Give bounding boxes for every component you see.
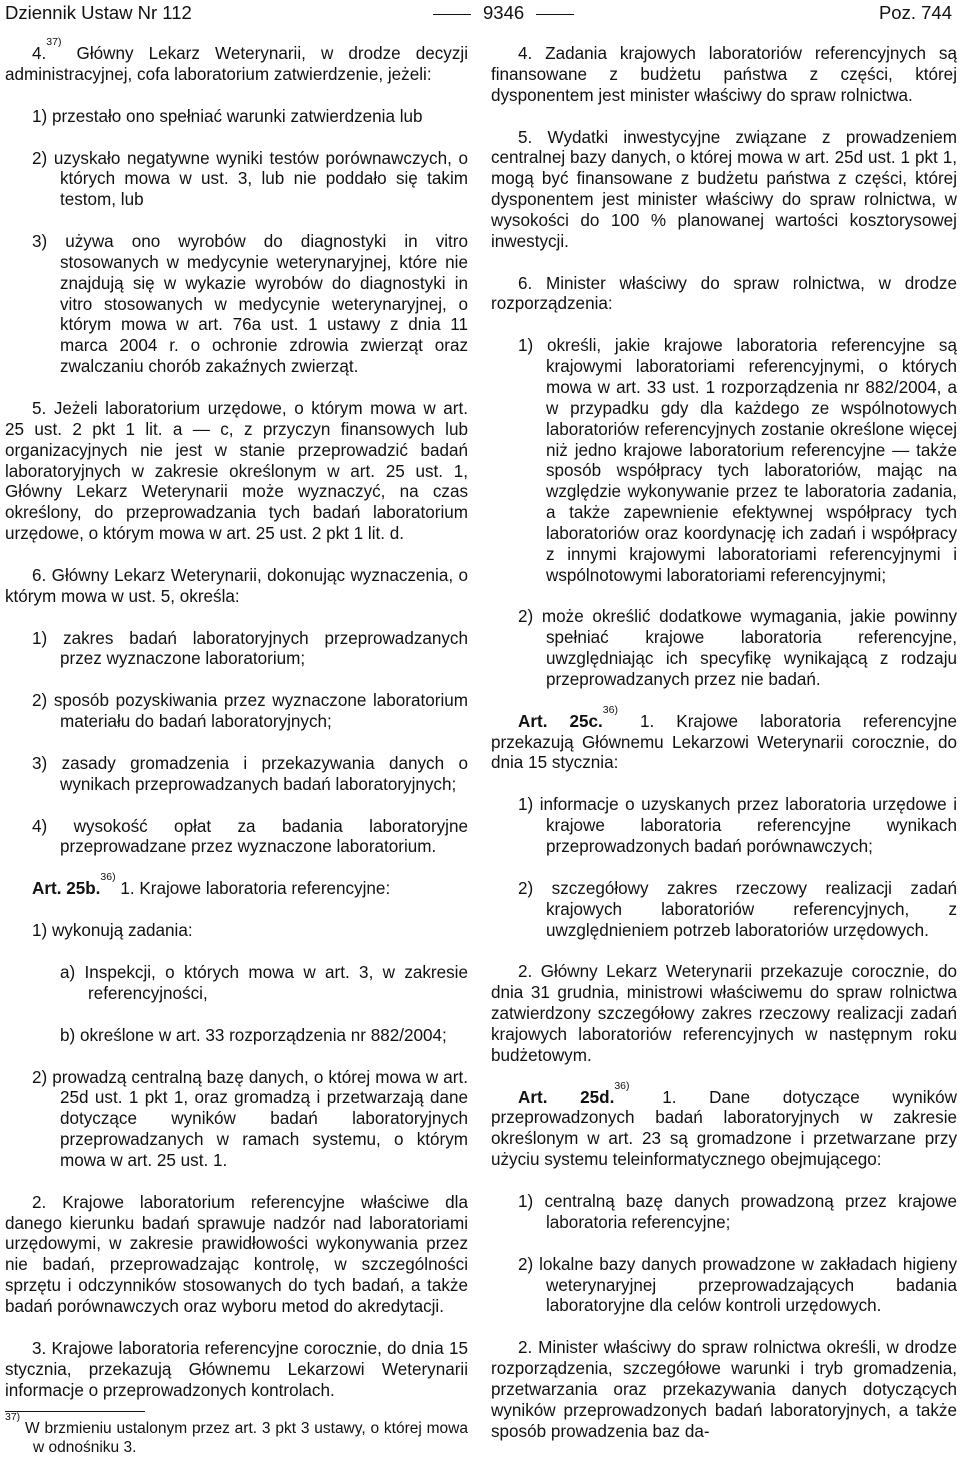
list-item: 2) sposób pozyskiwania przez wyznaczone laboratorium materiału do badań laboratoryjnych; — [32, 691, 468, 732]
page-number: 9346 — [421, 2, 586, 24]
list-item: 2) uzyskało negatywne wyniki testów porównawczych, o których mowa w ust. 3, lub nie poddało się takim testom, lub — [32, 148, 468, 210]
list-item: 4) wysokość opłat za badania laboratoryjne przeprowadzane przez wyznaczone laboratorium. — [32, 816, 468, 857]
list-item: 1) wykonują zadania: — [32, 921, 193, 941]
paragraph-4: 4.$^{37)}$ Główny Lekarz Weterynarii, w drodze decyzji administracyjnej, cofa laboratorium zatwierdzenie, jeżeli: — [5, 36, 468, 84]
list-item: 3) zasady gromadzenia i przekazywania danych o wynikach przeprowadzanych badań laboratoryjnych; — [32, 753, 468, 794]
footnote-ref: 37) — [46, 36, 62, 48]
paragraph-6: 6. Minister właściwy do spraw rolnictwa, w drodze rozporządzenia: — [491, 273, 957, 314]
paragraph-2: 2. Krajowe laboratorium referencyjne właściwe dla danego kierunku badań sprawuje nadzór nad laboratoriami urzędowymi, w zakresie prawidłowości wykonywania przez nie badań, przeprowadzając kontrolę, w szczególności sprzętu i odczynników stosowanych do tych badań, a także badań porównawczych oraz wyboru metod do akredytacji. — [5, 1192, 468, 1316]
paragraph-5: 5. Wydatki inwestycyjne związane z prowadzeniem centralnej bazy danych, o której mowa w art. 25d ust. 1 pkt 1, mogą być finansowane z budżetu państwa z części, której dysponentem jest minister właściwy do spraw rolnictwa, w wysokości do 100 % planowanej wartości kosztorysowej inwestycji. — [491, 127, 957, 251]
article-title: Art. 25d. — [518, 1087, 615, 1107]
list-item: 1) centralną bazę danych prowadzoną przez krajowe laboratoria referencyjne; — [518, 1191, 957, 1232]
footnote-ref: 36) — [100, 871, 116, 884]
paragraph-2: 2. Główny Lekarz Weterynarii przekazuje corocznie, do dnia 31 grudnia, ministrowi właściwemu do spraw rolnictwa zatwierdzony szczegółowy zakres rzeczowy realizacji zadań krajowych laboratoriów referencyjnych w następnym roku budżetowym. — [491, 962, 957, 1065]
list-subitem: b) określone w art. 33 rozporządzenia nr 882/2004; — [60, 1025, 447, 1045]
article-title: Art. 25c. — [518, 711, 603, 731]
left-column — [5, 36, 468, 1457]
footnote-ref: 36) — [614, 1079, 630, 1092]
paragraph-3: 3. Krajowe laboratoria referencyjne corocznie, do dnia 15 stycznia, przekazują Głównemu Lekarzowi Weterynarii informacje o przeprowadzonych kontrolach. — [5, 1338, 468, 1400]
article-25c: Art. 25c.$^{36)}$ 1. Krajowe laboratoria referencyjne przekazują Głównemu Lekarzowi Weterynarii corocznie, do dnia 15 stycznia: — [491, 703, 957, 773]
list-subitem: a) Inspekcji, o których mowa w art. 3, w zakresie referencyjności, — [60, 963, 468, 1003]
list-item: 2) szczegółowy zakres rzeczowy realizacji zadań krajowych laboratoriów referencyjnych, z uwzględnieniem potrzeb laboratoriów urzędowych. — [518, 878, 957, 940]
paragraph-6: 6. Główny Lekarz Weterynarii, dokonując wyznaczenia, o którym mowa w ust. 5, określa: — [5, 565, 468, 606]
footnote-ref: 36) — [602, 703, 618, 716]
paragraph-5: 5. Jeżeli laboratorium urzędowe, o którym mowa w art. 25 ust. 2 pkt 1 lit. a — c, z przyczyn finansowych lub organizacyjnych nie jest w stanie przeprowadzić badań laboratoryjnych w zakresie określonym w art. 25 ust. 1, Główny Lekarz Weterynarii może wyznaczyć, na czas określony, do przeprowadzania tych badań laboratorium urzędowe, o którym mowa w art. 25 ust. 2 pkt 1 lit. d. — [5, 398, 468, 544]
list-item: 3) używa ono wyrobów do diagnostyki in vitro stosowanych w medycynie weterynaryjnej, które nie znajdują się w wykazie wyrobów do diagnostyki in vitro stosowanych w medycynie weterynaryjnej, o którym mowa w art. 76a ust. 1 ustawy z dnia 11 marca 2004 r. o ochronie zdrowia zwierząt oraz zwalczaniu chorób zakaźnych zwierząt. — [32, 232, 468, 377]
article-title: Art. 25b. — [32, 879, 101, 899]
article-25d: Art. 25d.$^{36)}$ 1. Dane dotyczące wyników przeprowadzonych badań laboratoryjnych w zakresie określonym w art. 23 są gromadzone i przetwarzane przy użyciu systemu teleinformatycznego obejmującego: — [491, 1079, 957, 1170]
list-item: 1) zakres badań laboratoryjnych przeprowadzanych przez wyznaczone laboratorium; — [32, 628, 468, 669]
list-item: 2) prowadzą centralną bazę danych, o której mowa w art. 25d ust. 1 pkt 1, oraz gromadzą i przetwarzają dane dotyczące wyników badań laboratoryjnych przeprowadzanych w ramach systemu, o którym mowa w art. 25 ust. 1. — [32, 1067, 468, 1170]
list-item: 1) przestało ono spełniać warunki zatwierdzenia lub — [32, 106, 423, 126]
footnote-divider — [5, 1411, 145, 1412]
list-item: 2) lokalne bazy danych prowadzone w zakładach higieny weterynaryjnej przeprowadzających badania laboratoryjne dla celów kontroli urzędowych. — [518, 1254, 957, 1316]
paragraph-2: 2. Minister właściwy do spraw rolnictwa określi, w drodze rozporządzenia, szczegółowe warunki i tryb gromadzenia, przetwarzania oraz przekazywania danych dotyczących wyników przeprowadzonych badań laboratoryjnych, a także sposób prowadzenia baz da- — [491, 1338, 957, 1441]
list-item: 1) informacje o uzyskanych przez laboratoria urzędowe i krajowe laboratoria referencyjne wynikach przeprowadzonych badań porównawczych; — [518, 795, 957, 856]
right-column — [491, 44, 957, 1442]
article-25b: Art. 25b.$^{36)}$ 1. Krajowe laboratoria referencyjne: — [32, 871, 391, 899]
footnote: $^{37)}$ W brzmieniu ustalonym przez art. 3 pkt 3 ustawy, o której mowa w odnośniku 3. — [5, 1411, 468, 1457]
list-item: 2) może określić dodatkowe wymagania, jakie powinny spełniać krajowe laboratoria referencyjne, uwzględniając ich specyfikę wynikającą z rodzaju przeprowadzanych przez nie badań. — [518, 607, 957, 689]
page-header — [0, 0, 960, 30]
journal-title: Dziennik Ustaw Nr 112 — [5, 2, 192, 23]
paragraph-4: 4. Zadania krajowych laboratoriów referencyjnych są finansowane z budżetu państwa z części, której dysponentem jest minister właściwy do spraw rolnictwa. — [491, 44, 957, 105]
list-item: 1) określi, jakie krajowe laboratoria referencyjne są krajowymi laboratoriami referencyjnymi, o których mowa w art. 33 ust. 1 rozporządzenia nr 882/2004, a w przypadku gdy dla każdego ze wspólnotowych laboratoriów referencyjnych zostanie określone więcej niż jedno krajowe laboratorium referencyjne — także sposób współpracy tych laboratoriów, mając na względzie wykonywanie przez te laboratoria zadania, a także zapewnienie efektywnej współpracy tych laboratoriów oraz koordynację ich zadań i współpracy z innymi krajowymi laboratoriami referencyjnymi i wspólnotowymi laboratoriami referencyjnymi; — [518, 336, 957, 585]
position-number: Poz. 744 — [878, 2, 952, 23]
